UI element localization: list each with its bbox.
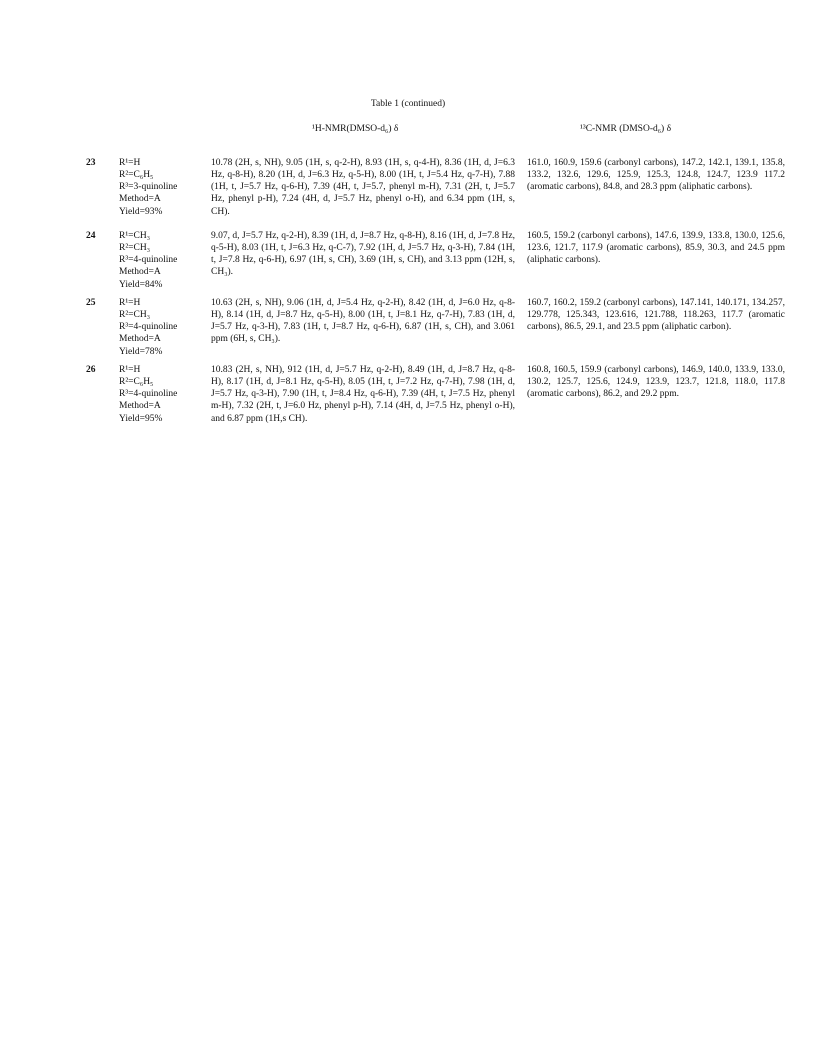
substituent-r2: R²=CH₃: [119, 243, 151, 254]
substituents: [119, 297, 211, 364]
substituent-r3: R³=4-quinoline: [119, 322, 178, 333]
substituents: [119, 364, 211, 434]
h-nmr-data: 10.78 (2H, s, NH), 9.05 (1H, s, q-2-H), 8.93 (1H, s, q-4-H), 8.36 (1H, d, J=6.3 Hz, q-8-H), 8.20 (1H, d, J=6.3 Hz, q-5-H), 8.00 (1H, t, J=5.4 Hz, q-7-H), 7.88 (1H, t, J=5.7 Hz, q-6-H), 7.39 (4H, t, J=5.7, phenyl m-H), 7.31 (2H, t, J=5.7 Hz, phenyl p-H), 7.24 (4H, d, J=5.7 Hz, phenyl o-H), and 6.34 ppm (1H, s, CH).: [211, 158, 515, 217]
table-row: [86, 157, 786, 230]
table-row: [86, 230, 786, 297]
h-nmr-data: 10.83 (2H, s, NH), 912 (1H, d, J=5.7 Hz, q-2-H), 8.49 (1H, d, J=8.7 Hz, q-8-H), 8.17 (1H, d, J=8.1 Hz, q-5-H), 8.05 (1H, t, J=7.2 Hz, q-7-H), 7.98 (1H, d, J=5.7 Hz, q-3-H), 7.90 (1H, t, J=8.4 Hz, q-6-H), 7.39 (4H, t, J=7.5 Hz, phenyl m-H), 7.32 (2H, t, J=6.0 Hz, phenyl p-H), 7.14 (4H, d, J=7.5 Hz, phenyl o-H), and 6.87 ppm (1H,s CH).: [211, 365, 515, 424]
compound-number: 26: [86, 365, 96, 375]
h-nmr-header: ¹H-NMR(DMSO-d₆) δ: [312, 124, 399, 134]
c-nmr-data: 161.0, 160.9, 159.6 (carbonyl carbons), 147.2, 142.1, 139.1, 135.8, 133.2, 132.6, 129.6, 125.9, 125.3, 124.8, 124.7, 123.9 117.2 (aromatic carbons), 84.8, and 28.3 ppm (aliphatic carbons).: [527, 158, 785, 193]
substituent-r2: R²=CH₃: [119, 310, 151, 321]
substituent-r3: R³=4-quinoline: [119, 255, 178, 266]
h-nmr-data: 9.07, d, J=5.7 Hz, q-2-H), 8.39 (1H, d, J=8.7 Hz, q-8-H), 8.16 (1H, d, J=7.8 Hz, q-5-H), 8.03 (1H, t, J=6.3 Hz, q-C-7), 7.92 (1H, d, J=5.7 Hz, q-3-H), 7.84 (1H, t, J=7.8 Hz, q-6-H), 6.97 (1H, s, CH), 3.69 (1H, s, CH), and 3.13 ppm (12H, s, CH₃).: [211, 231, 515, 278]
c-nmr-header: ¹³C-NMR (DMSO-d₆) δ: [580, 124, 672, 134]
table-row: [86, 364, 786, 434]
c-nmr-data: 160.8, 160.5, 159.9 (carbonyl carbons), 146.9, 140.0, 133.9, 133.0, 130.2, 125.7, 125.6, 124.9, 123.9, 123.7, 121.8, 118.0, 117.8 (aromatic carbons), 86.2, and 29.2 ppm.: [527, 365, 785, 400]
c-nmr-data: 160.7, 160.2, 159.2 (carbonyl carbons), 147.141, 140.171, 134.257, 129.778, 125.343, 123.616, 121.788, 118.263, 117.7 (aromatic carbons), 86.5, 29.1, and 23.5 ppm (aliphatic carbon).: [527, 298, 785, 333]
method: Method=A: [119, 194, 161, 205]
substituents: [119, 157, 211, 230]
compound-number: 25: [86, 298, 96, 308]
substituent-r3: R³=3-quinoline: [119, 182, 178, 193]
yield: Yield=84%: [119, 279, 163, 290]
substituent-r2: R²=C₆H₅: [119, 377, 154, 388]
substituent-r2: R²=C₆H₅: [119, 170, 154, 181]
yield: Yield=95%: [119, 413, 163, 424]
substituent-r1: R¹=CH₃: [119, 231, 151, 241]
c-nmr-data: 160.5, 159.2 (carbonyl carbons), 147.6, 139.9, 133.8, 130.0, 125.6, 123.6, 121.7, 117.9 (aromatic carbons), 85.9, 30.3, and 24.5 ppm (aliphatic carbons).: [527, 231, 785, 266]
h-nmr-data: 10.63 (2H, s, NH), 9.06 (1H, d, J=5.4 Hz, q-2-H), 8.42 (1H, d, J=6.0 Hz, q-8-H), 8.14 (1H, d, J=8.7 Hz, q-5-H), 8.00 (1H, t, J=8.1 Hz, q-7-H), 7.83 (1H, d, J=5.7 Hz, q-3-H), 7.83 (1H, t, J=8.7 Hz, q-6-H), 6.87 (1H, s, CH), and 3.061 ppm (6H, s, CH₃).: [211, 298, 515, 345]
substituents: [119, 230, 211, 297]
substituent-r1: R¹=H: [119, 298, 141, 308]
table-body: [86, 157, 786, 434]
table-row: [86, 297, 786, 364]
yield: Yield=78%: [119, 346, 163, 357]
table-title: Table 1 (continued): [370, 99, 446, 109]
compound-number: 23: [86, 158, 96, 168]
method: Method=A: [119, 401, 161, 412]
substituent-r3: R³=4-quinoline: [119, 389, 178, 400]
yield: Yield=93%: [119, 206, 163, 217]
method: Method=A: [119, 267, 161, 278]
compound-number: 24: [86, 231, 96, 241]
method: Method=A: [119, 334, 161, 345]
substituent-r1: R¹=H: [119, 365, 141, 375]
substituent-r1: R¹=H: [119, 158, 141, 168]
